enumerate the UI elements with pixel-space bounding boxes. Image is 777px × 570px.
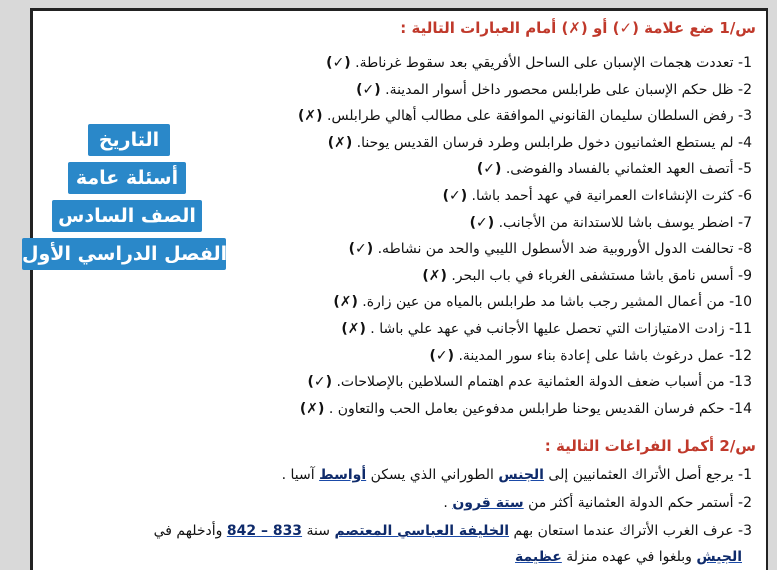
true-false-item — [443, 188, 752, 204]
statement-text: 6- كثرت الإنشاءات العمرانية في عهد أحمد باشا. — [471, 188, 752, 204]
grade-badge: الصف السادس — [52, 200, 202, 232]
answer-blank: عظيمة — [515, 549, 562, 565]
subject-badge: التاريخ — [88, 124, 170, 156]
section2-heading: س/2 أكمل الفراغات التالية : — [544, 437, 756, 455]
answer-mark: (✓) — [442, 188, 468, 204]
true-false-item — [349, 241, 752, 257]
term-badge: الفصل الدراسي الأول — [22, 238, 226, 270]
true-false-item — [328, 135, 752, 151]
fill-question-2: 2- أستمر حكم الدولة العثمانية أكثر من ستة قرون . — [443, 495, 752, 511]
answer-mark: (✗) — [341, 321, 366, 337]
true-false-item — [470, 215, 752, 231]
answer-mark: (✗) — [333, 294, 358, 311]
statement-text: 9- أسس نامق باشا مستشفى الغرباء في باب البحر. — [451, 267, 752, 284]
statement-text: 5- أتصف العهد العثماني بالفساد والفوضى. — [505, 161, 752, 178]
answer-mark: (✓) — [469, 214, 495, 231]
answer-mark: (✗) — [422, 267, 447, 284]
answer-blank: الجيش — [696, 549, 742, 565]
statement-text: 3- رفض السلطان سليمان القانوني الموافقة على مطالب أهالي طرابلس. — [327, 108, 752, 125]
answer-blank: 833 – 842 — [226, 523, 303, 539]
true-false-item — [298, 108, 752, 124]
answer-mark: (✓) — [348, 241, 374, 258]
true-false-item — [341, 321, 752, 337]
true-false-item — [422, 268, 752, 284]
answer-blank: الخليفة العباسي المعتصم — [334, 523, 510, 539]
statement-text: 10- من أعمال المشير رجب باشا مد طرابلس بالمياه من عين زارة. — [362, 294, 752, 311]
statement-text: 8- تحالفت الدول الأوروبية ضد الأسطول الليبي والحد من نشاطه. — [377, 241, 752, 258]
answer-mark: (✗) — [299, 400, 325, 417]
answer-mark: (✓) — [356, 81, 381, 98]
answer-blank: أواسط — [319, 467, 367, 483]
statement-text: 2- ظل حكم الإسبان على طرابلس محصور داخل أسوار المدينة. — [385, 81, 752, 98]
true-false-item — [300, 401, 752, 417]
fill-question-3-continued: الجيش وبلغوا في عهده منزلة عظيمة — [515, 549, 742, 565]
worksheet-page — [30, 8, 768, 570]
true-false-item — [429, 348, 752, 364]
fill-question-1: 1- يرجع أصل الأتراك العثمانيين إلى الجنس الطوراني الذي يسكن أواسط آسيا . — [281, 467, 752, 483]
true-false-item — [356, 82, 752, 98]
answer-blank: ستة قرون — [452, 495, 524, 511]
answer-mark: (✗) — [298, 108, 323, 125]
statement-text: 14- حكم فرسان القديس يوحنا طرابلس مدفوعين بعامل الحب والتعاون . — [328, 400, 752, 417]
statement-text: 7- اضطر يوسف باشا للاستدانة من الأجانب. — [498, 214, 752, 231]
section1-heading: س/1 ضع علامة (✓) أو (✗) أمام العبارات التالية : — [400, 19, 756, 37]
statement-text: 12- عمل درغوث باشا على إعادة بناء سور المدينة. — [458, 347, 752, 364]
answer-mark: (✓) — [476, 161, 502, 178]
answer-mark: (✓) — [307, 374, 333, 391]
answer-blank: الجنس — [498, 467, 544, 483]
statement-text: 11- زادت الامتيازات التي تحصل عليها الأجانب في عهد علي باشا . — [370, 321, 752, 337]
answer-mark: (✗) — [327, 134, 353, 151]
answer-mark: (✓) — [429, 347, 455, 364]
true-false-item — [326, 55, 752, 71]
statement-text: 4- لم يستطع العثمانيون دخول طرابلس وطرد فرسان القديس يوحنا. — [356, 134, 752, 151]
topic-badge: أسئلة عامة — [68, 162, 186, 194]
fill-question-3: 3- عرف الغرب الأتراك عندما استعان بهم الخليفة العباسي المعتصم سنة 833 – 842 وأدخلهم في — [153, 523, 752, 539]
answer-mark: (✓) — [326, 55, 351, 71]
true-false-item — [307, 374, 752, 390]
true-false-item — [333, 294, 752, 310]
true-false-item — [477, 161, 752, 177]
statement-text: 13- من أسباب ضعف الدولة العثمانية عدم اهتمام السلاطين بالإصلاحات. — [336, 374, 752, 391]
statement-text: 1- تعددت هجمات الإسبان على الساحل الأفريقي بعد سقوط غرناطة. — [355, 55, 752, 71]
